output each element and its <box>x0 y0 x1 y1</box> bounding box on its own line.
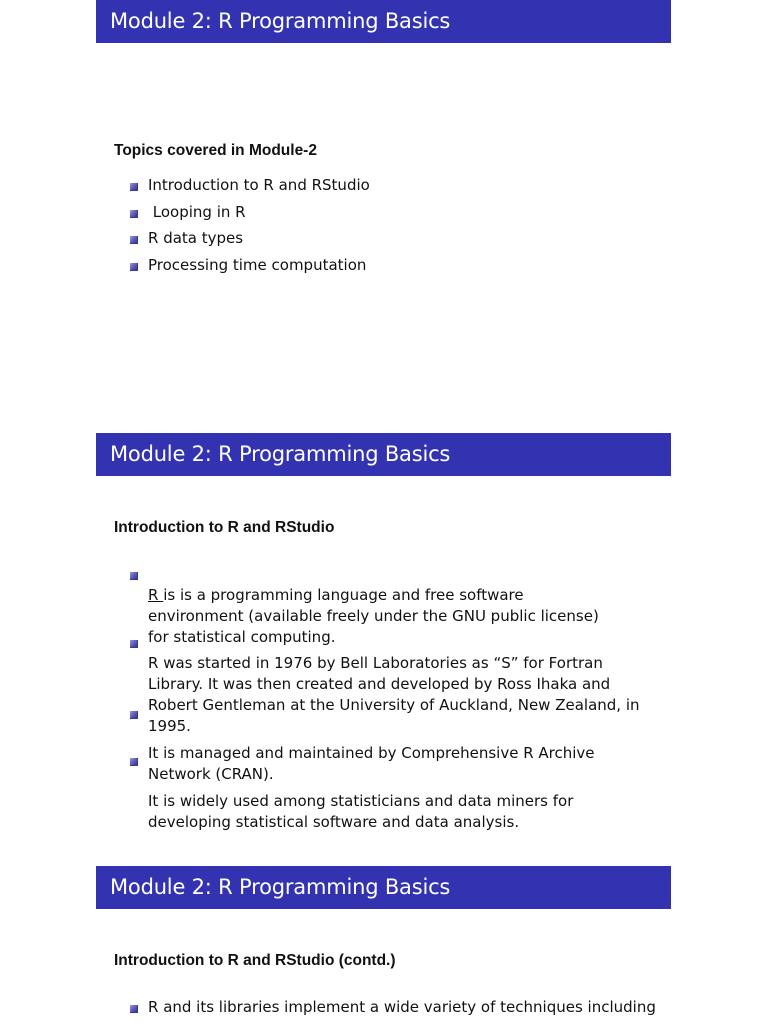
r-link[interactable]: R <box>148 586 164 604</box>
bullet-marker-icon <box>130 711 138 719</box>
slide-3-title: Introduction to R and RStudio (contd.) <box>114 952 396 969</box>
bullet-item: R and its libraries implement a wide variety of techniques including <box>130 997 656 1018</box>
bullet-marker-icon <box>130 183 138 191</box>
bullet-marker-icon <box>130 1005 138 1013</box>
bullet-marker-icon <box>130 263 138 271</box>
bullet-marker-icon <box>130 640 138 648</box>
bullet-marker-icon <box>130 236 138 244</box>
slide-2-title: Introduction to R and RStudio <box>114 519 335 536</box>
bullet-marker-icon <box>130 758 138 766</box>
slide-3-header: Module 2: R Programming Basics <box>96 866 671 909</box>
slide-2-bullet-list <box>130 770 573 833</box>
bullet-item: It is managed and maintained by Comprehensive R Archive Network (CRAN). <box>130 722 595 785</box>
bullet-marker-icon <box>130 572 138 580</box>
slide-3-bullet-list <box>130 997 656 1018</box>
slide-1-title: Topics covered in Module-2 <box>114 142 317 159</box>
bullet-item: It is widely used among statisticians and data miners for developing statistical software and data analysis. <box>130 770 573 833</box>
slide-1-bullet-list <box>130 175 370 281</box>
bullet-item: Looping in R <box>130 202 370 229</box>
slide-2-header: Module 2: R Programming Basics <box>96 433 671 476</box>
bullet-marker-icon <box>130 210 138 218</box>
slide-1-header: Module 2: R Programming Basics <box>96 0 671 43</box>
bullet-item: R data types <box>130 228 370 255</box>
bullet-item: R was started in 1976 by Bell Laboratories as “S” for Fortran Library. It was then created and developed by Ross Ihaka and Robert Gentleman at the University of Auckland, New Zealand, in 1995. <box>130 632 640 737</box>
bullet-item: Introduction to R and RStudio <box>130 175 370 202</box>
bullet-item: Processing time computation <box>130 255 370 282</box>
bullet-item: R is is a programming language and free software environment (available freely under the GNU public license) for statistical computing. <box>130 564 599 648</box>
